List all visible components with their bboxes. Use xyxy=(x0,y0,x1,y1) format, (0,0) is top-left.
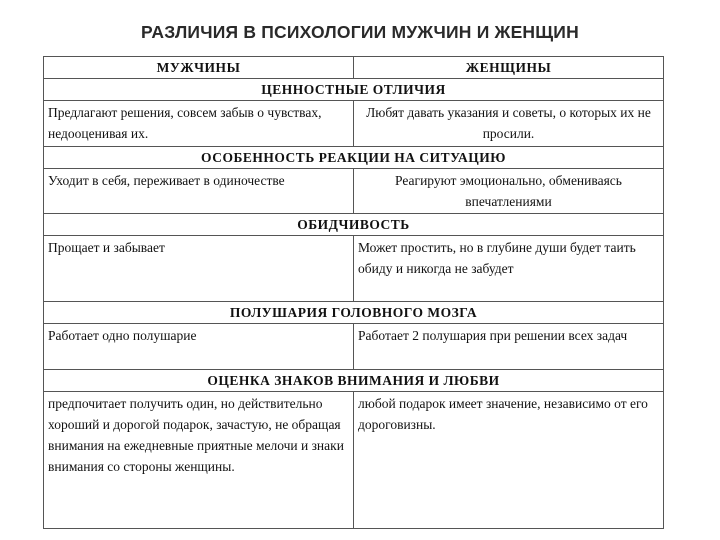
section-heading-reaction: ОСОБЕННОСТЬ РЕАКЦИИ НА СИТУАЦИЮ xyxy=(44,147,664,169)
table-row xyxy=(44,101,664,147)
women-cell: Может простить, но в глубине души будет таить обиду и никогда не забудет xyxy=(354,236,664,302)
women-cell: Любят давать указания и советы, о которых их не просили. xyxy=(354,101,664,147)
men-cell: Предлагают решения, совсем забыв о чувствах, недооценивая их. xyxy=(44,101,354,147)
table-row xyxy=(44,392,664,529)
section-heading-values: ЦЕННОСТНЫЕ ОТЛИЧИЯ xyxy=(44,79,664,101)
page-title: РАЗЛИЧИЯ В ПСИХОЛОГИИ МУЖЧИН И ЖЕНЩИН xyxy=(141,22,579,42)
section-heading-row xyxy=(44,147,664,169)
section-heading-attention: ОЦЕНКА ЗНАКОВ ВНИМАНИЯ И ЛЮБВИ xyxy=(44,370,664,392)
women-cell: Работает 2 полушария при решении всех задач xyxy=(354,324,664,370)
women-cell: Реагируют эмоционально, обмениваясь впечатлениями xyxy=(354,169,664,214)
table-row xyxy=(44,169,664,214)
section-heading-row xyxy=(44,370,664,392)
section-heading-row xyxy=(44,302,664,324)
comparison-table xyxy=(43,56,664,529)
section-heading-touchiness: ОБИДЧИВОСТЬ xyxy=(44,214,664,236)
section-heading-row xyxy=(44,214,664,236)
men-cell: предпочитает получить один, но действительно хороший и дорогой подарок, зачастую, не обращая внимания на ежедневные приятные мелочи и знаки внимания со стороны женщины. xyxy=(44,392,354,529)
table-row xyxy=(44,236,664,302)
men-cell: Прощает и забывает xyxy=(44,236,354,302)
men-cell: Уходит в себя, переживает в одиночестве xyxy=(44,169,354,214)
column-header-row xyxy=(44,57,664,79)
section-heading-row xyxy=(44,79,664,101)
women-cell: любой подарок имеет значение, независимо от его дороговизны. xyxy=(354,392,664,529)
section-heading-hemispheres: ПОЛУШАРИЯ ГОЛОВНОГО МОЗГА xyxy=(44,302,664,324)
table-row xyxy=(44,324,664,370)
men-cell: Работает одно полушарие xyxy=(44,324,354,370)
column-header-women: ЖЕНЩИНЫ xyxy=(354,57,664,79)
column-header-men: МУЖЧИНЫ xyxy=(44,57,354,79)
